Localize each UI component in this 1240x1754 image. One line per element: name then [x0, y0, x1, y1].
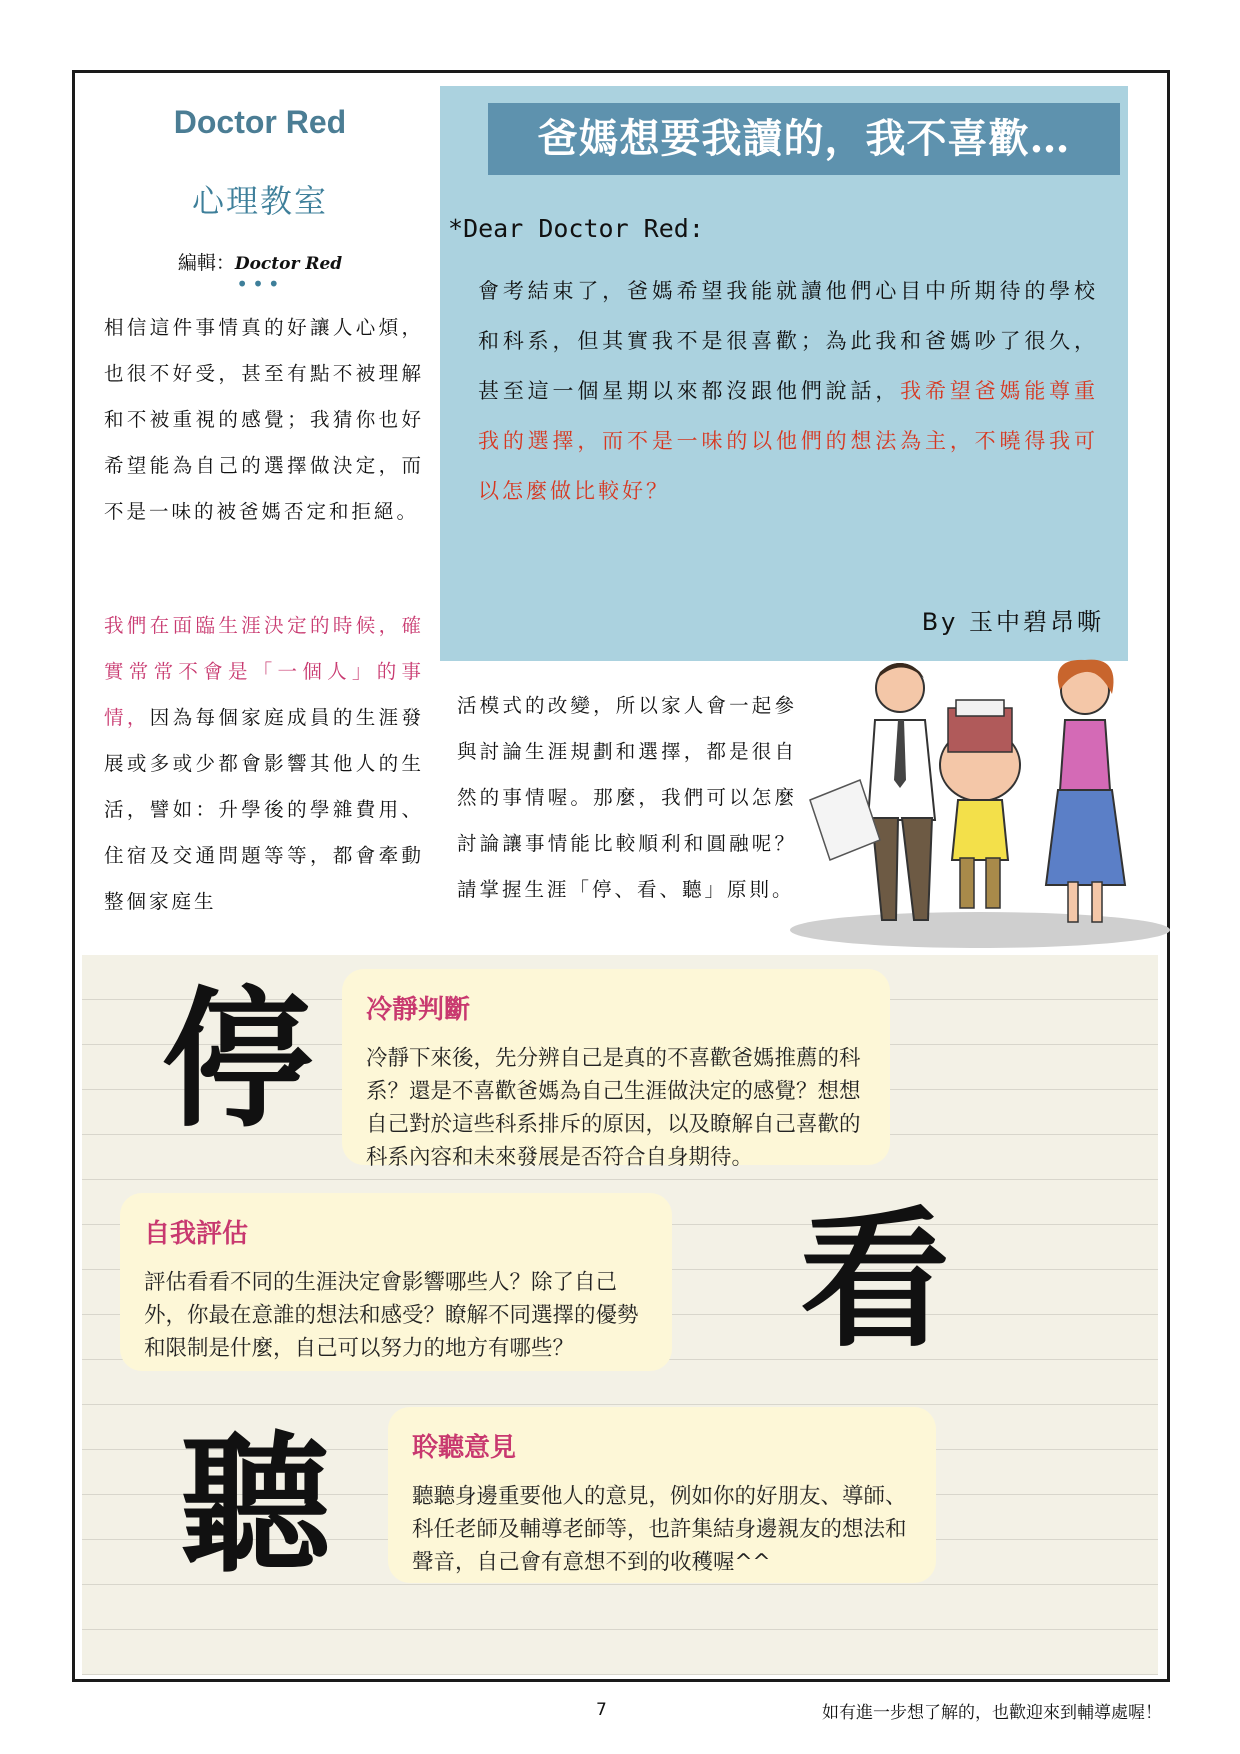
- tip-title: 自我評估: [144, 1219, 249, 1249]
- letter-box: [440, 86, 1128, 661]
- stop-character: 停: [162, 972, 313, 1148]
- letter-body: [478, 266, 1098, 516]
- tip-text: 評估看看不同的生涯決定會影響哪些人？除了自己外，你最在意誰的想法和感受？瞭解不同選擇的優勢和限制是什麼，自己可以努力的地方有哪些？: [144, 1270, 639, 1361]
- tips-section: [82, 955, 1158, 1675]
- mother-figure: [1046, 660, 1125, 922]
- greeting-text: Dear Doctor Red:: [463, 214, 704, 243]
- tip-title: 冷靜判斷: [366, 995, 471, 1025]
- tip-text: 冷靜下來後，先分辨自己是真的不喜歡爸媽推薦的科系？還是不喜歡爸媽為自己生涯做決定的感覺？想想自己對於這些科系排斥的原因，以及瞭解自己喜歡的科系內容和未來發展是否符合自身期待。: [366, 1046, 861, 1170]
- asterisk-icon: *: [448, 214, 464, 243]
- body-paragraph-left: [104, 603, 424, 925]
- letter-title: 爸媽想要我讀的，我不喜歡…: [488, 103, 1120, 175]
- divider-dots: •••: [236, 272, 284, 296]
- intro-paragraph: 相信這件事情真的好讓人心煩，也很不好受，甚至有點不被理解和不被重視的感覺；我猜你也好希望能為自己的選擇做決定，而不是一味的被爸媽否定和拒絕。: [104, 316, 424, 523]
- family-illustration: [780, 650, 1180, 950]
- column-brand: Doctor Red: [173, 104, 347, 140]
- editor-label: 編輯：: [177, 252, 235, 274]
- column-title: 心理教室: [191, 182, 328, 220]
- letter-body-highlight: 我希望爸媽能尊重我的選擇，而不是一味的以他們的想法為主，不曉得我可以怎麼做比較好？: [478, 379, 1099, 503]
- body-text-left: 因為每個家庭成員的生涯發展或多或少都會影響其他人的生活，譬如：升學後的學雜費用、住宿及交通問題等等，都會牽動整個家庭生: [104, 706, 424, 913]
- tip-text: 聽聽身邊重要他人的意見，例如你的好朋友、導師、科任老師及輔導老師等，也許集結身邊親友的想法和聲音，自己會有意想不到的收穫喔^^: [412, 1484, 907, 1575]
- highlight-text: 我們在面臨生涯決定的時候，確實常常不會是「一個人」的事情，: [104, 614, 424, 729]
- look-character: 看: [800, 1192, 951, 1368]
- tip-card-look: [120, 1193, 672, 1371]
- body-paragraph-right: 活模式的改變，所以家人會一起參與討論生涯規劃和選擇，都是很自然的事情喔。那麼，我們可以怎麼討論讓事情能比較順利和圓融呢？請掌握生涯「停、看、聽」原則。: [457, 694, 797, 901]
- listen-character: 聽: [180, 1417, 331, 1593]
- editor-name: Doctor Red: [234, 254, 343, 274]
- letter-body-text: 會考結束了，爸媽希望我能就讀他們心目中所期待的學校和科系，但其實我不是很喜歡；為此我和爸媽吵了很久，甚至這一個星期以來都沒跟他們說話，: [478, 279, 1098, 403]
- tip-card-stop: [342, 969, 890, 1170]
- letter-byline: By 玉中碧昂嘶: [921, 608, 1104, 636]
- child-figure: [940, 700, 1020, 908]
- tip-title: 聆聽意見: [412, 1433, 517, 1463]
- footer-note: 如有進一步想了解的，也歡迎來到輔導處喔！: [822, 1703, 1162, 1723]
- tip-card-listen: [388, 1407, 936, 1583]
- father-figure: [810, 663, 935, 920]
- letter-greeting: [448, 214, 704, 243]
- editor-credit: [100, 248, 420, 275]
- page-number: 7: [596, 1700, 607, 1720]
